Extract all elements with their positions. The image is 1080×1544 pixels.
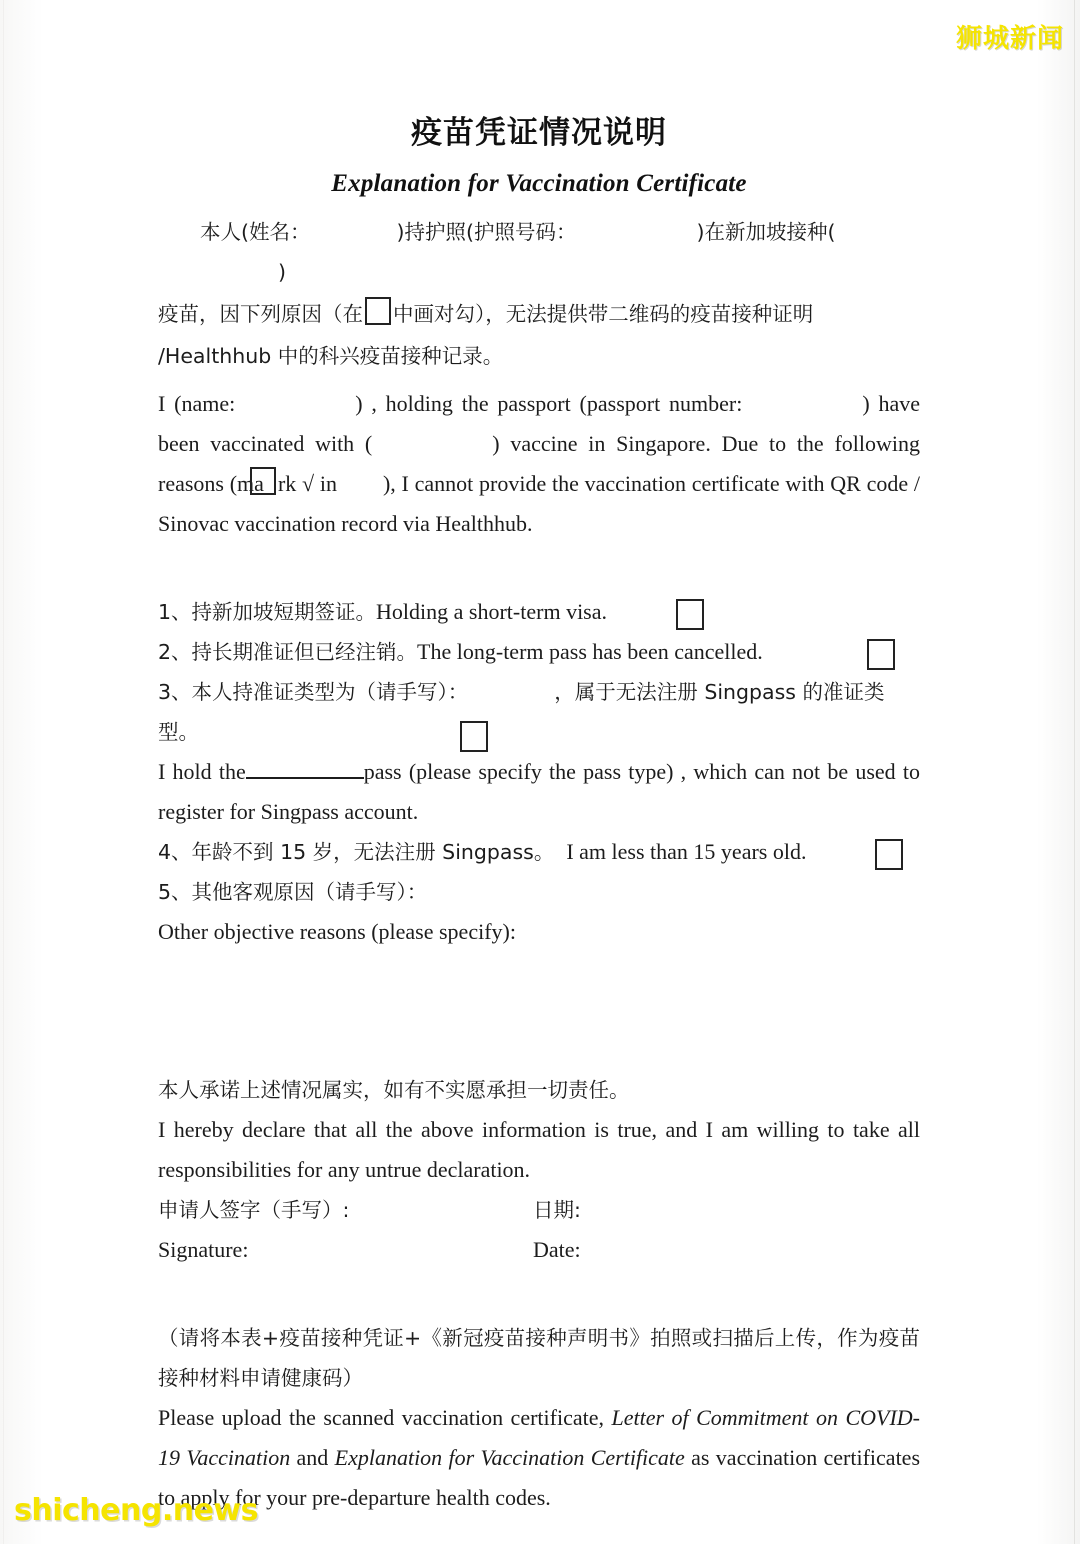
declaration-english: I hereby declare that all the above information is true, and I am willing to take all responsibilities for any untrue declaration. — [158, 1117, 920, 1182]
upload-notice-en-part3: as vaccination certificates to apply for your pre-departure health codes. — [158, 1445, 921, 1510]
reason-5-number: 5、 — [158, 880, 192, 904]
page-title-chinese: 疫苗凭证情况说明 — [411, 115, 667, 151]
upload-notice-english — [158, 1398, 920, 1518]
intro-en-name-label: I (name: — [158, 391, 236, 416]
upload-notice-doc-title-2: Explanation for Vaccination Certificate — [334, 1445, 685, 1470]
upload-notice-chinese: （请将本表+疫苗接种凭证+《新冠疫苗接种声明书》拍照或扫描后上传，作为疫苗接种材料申请健康码） — [158, 1326, 920, 1390]
intro-cn-healthhub-line: /Healthhub 中的科兴疫苗接种记录。 — [158, 344, 504, 368]
reason-3-text-en-tail: pass (please specify the pass type) , which can not be used to register for Singpass account. — [158, 759, 920, 824]
reason-4-text-cn: 年龄不到 15 岁，无法注册 Singpass。 — [191, 840, 555, 864]
date-label-en: Date: — [533, 1237, 581, 1262]
reason-5-text-en: Other objective reasons (please specify): — [158, 919, 516, 944]
reason-3-number: 3、 — [158, 680, 192, 704]
signature-label-cn: 申请人签字（手写）: — [158, 1198, 350, 1222]
document-body — [158, 0, 920, 1518]
reason-4-number: 4、 — [158, 840, 192, 864]
upload-notice-en-part1: Please upload the scanned vaccination certificate, — [158, 1405, 612, 1430]
intro-en-vaccine-lead: ) have been vaccinated with ( — [158, 391, 920, 456]
intro-en-vaccine-tail: ) vaccine in Singapore. Due to the following reasons (ma — [158, 431, 920, 496]
reason-5-text-cn: 其他客观原因（请手写）： — [191, 880, 428, 904]
intro-cn-name-label: 本人(姓名： — [200, 220, 311, 244]
date-label-cn: 日期: — [533, 1198, 581, 1222]
intro-en-reason-tail: ), I cannot provide the vaccination certificate with QR code / Sinovac vaccination record via Healthhub. — [158, 471, 921, 536]
reason-1-text-cn: 持新加坡短期签证。 — [191, 600, 377, 624]
signature-block — [158, 1190, 920, 1270]
page-right-edge — [1074, 0, 1075, 1544]
reason-1-text-en: Holding a short-term visa. — [376, 599, 608, 624]
reason-row-4 — [158, 832, 920, 872]
intro-cn-vaccine-label: )在新加坡接种( — [696, 220, 836, 244]
reason-3-text-cn-tail: ，属于无法注册 Singpass 的准证类型。 — [158, 680, 885, 744]
intro-en-tick-checkbox[interactable] — [250, 467, 276, 495]
intro-en-passport-label: ) , holding the passport (passport number: — [355, 391, 743, 416]
reason-4-checkbox[interactable] — [875, 839, 903, 870]
intro-tick-checkbox[interactable] — [365, 297, 391, 325]
reason-3-text-en-lead: I hold the — [158, 759, 246, 784]
upload-notice-doc-title-1: Letter of Commitment on COVID-19 Vaccination — [158, 1405, 920, 1470]
intro-cn-close-paren: ) — [278, 260, 286, 284]
upload-notice-en-part2: and — [290, 1445, 335, 1470]
intro-paragraph-chinese — [158, 212, 920, 376]
reason-1-number: 1、 — [158, 600, 192, 624]
reason-5-writein-area[interactable] — [158, 952, 920, 1042]
reason-4-text-en: I am less than 15 years old. — [566, 839, 807, 864]
reason-1-checkbox[interactable] — [676, 599, 704, 630]
reason-2-number: 2、 — [158, 640, 192, 664]
reason-2-text-en: The long-term pass has been cancelled. — [417, 639, 763, 664]
watermark-top-right: 狮城新闻 — [955, 24, 1064, 54]
page-title-english: Explanation for Vaccination Certificate — [331, 170, 747, 197]
reason-row-5 — [158, 872, 920, 1042]
intro-cn-reason-tail: 中画对勾），无法提供带二维码的疫苗接种证明 — [393, 302, 814, 326]
reason-row-3 — [158, 672, 920, 832]
reason-2-text-cn: 持长期准证但已经注销。 — [191, 640, 418, 664]
reason-2-checkbox[interactable] — [867, 639, 895, 670]
reason-3-text-cn-lead: 本人持准证类型为（请手写）： — [191, 680, 469, 704]
pass-type-blank-en[interactable] — [246, 760, 364, 779]
watermark-bottom-left: shicheng.news — [14, 1493, 258, 1528]
reason-row-1 — [158, 592, 920, 632]
reason-3-checkbox[interactable] — [460, 721, 488, 752]
intro-cn-passport-label: )持护照(护照号码： — [396, 220, 577, 244]
declaration-chinese: 本人承诺上述情况属实，如有不实愿承担一切责任。 — [158, 1078, 630, 1102]
page-left-edge — [3, 0, 4, 1544]
signature-label-en: Signature: — [158, 1237, 249, 1262]
intro-en-mark-tail: rk √ in — [277, 471, 337, 496]
intro-paragraph-english — [158, 384, 920, 544]
reason-row-2 — [158, 632, 920, 672]
intro-cn-reason-lead: 疫苗，因下列原因（在 — [158, 302, 363, 326]
